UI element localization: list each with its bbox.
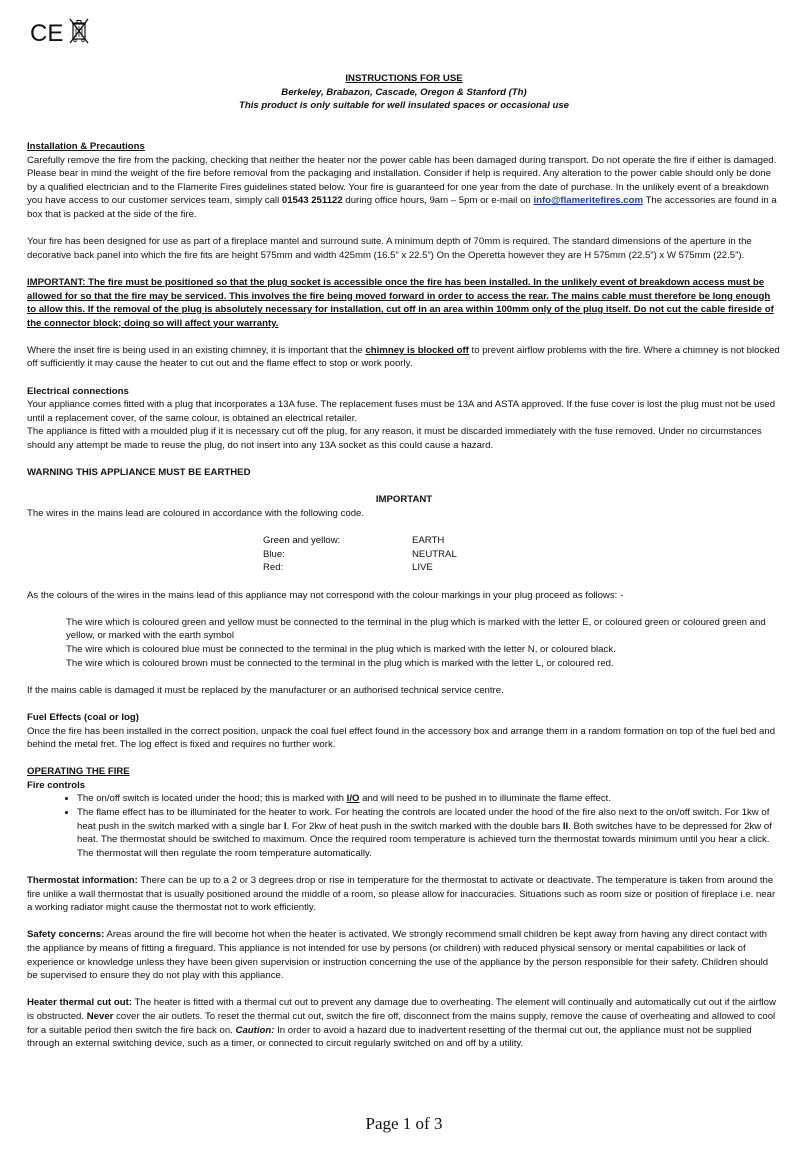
caution-label: Caution: (235, 1024, 275, 1036)
wire-colour: Red: (263, 562, 284, 574)
control-text: . For 2kw of heat push in the switch marked with the double bars (286, 820, 563, 832)
never-emphasis: Never (86, 1010, 114, 1022)
double-bar-label: II (562, 820, 569, 832)
installation-paragraph (27, 154, 781, 222)
wiring-rule-live: The wire which is coloured brown must be connected to the terminal in the plug which is marked with the letter L, or coloured red. (66, 657, 614, 669)
wire-role: EARTH (412, 535, 445, 547)
thermostat-label: Thermostat information: (27, 875, 138, 887)
document-title: INSTRUCTIONS FOR USE (345, 73, 463, 84)
wire-colour: Blue: (263, 548, 285, 560)
list-item (77, 806, 781, 860)
installation-text-b: during office hours, 9am – 5pm or e-mail on (342, 195, 534, 207)
crossed-bin-icon (69, 18, 89, 49)
thermostat-text: There can be up to a 2 or 3 degrees drop or rise in temperature for the thermostat to activate or deactivate. The temperature is taken from around the fire unlike a wall thermostat that is usually positioned around the middle of a room, so please allow for inaccuracies. Situations such as room size or position of fireplace i.e. near a working radiator might cause the thermostat not to work efficiently. (27, 875, 776, 914)
chimney-text-c: to prevent airflow problems with the fire. Where a chimney is not blocked off sufficiently it may cause the heater to cut out and the flame effect to stop or work poorly. (27, 344, 780, 370)
installation-text-a: Carefully remove the fire from the packing, checking that neither the heater nor the power cable has been damaged during transport. Do not operate the fire if either is damaged. Please bear in mind the weight of the fire before removal from the packaging and installation. Consider if help is required. Any alteration to the power cable should only be done by a qualified electrician and to the Flamerite Fires guidelines stated below. Your fire is guaranteed for one year from the date of purchase. In the unlikely event of a breakdown you have access to our customer services team, simply call (27, 154, 777, 207)
wire-colour: Green and yellow: (263, 535, 341, 547)
important-notice: IMPORTANT: The fire must be positioned so that the plug socket is accessible once the fire has been installed. In the unlikely event of breakdown access must be allowed for so that the fire may be serviced. This involves the fire being moved forward in order to access the rear. The mains cable must therefore be long enough to allow this. If the removal of the plug is absolutely necessary for installation, cut off in an area within 100mm only of the plug itself. Do not cut the cable fireside of the connector block; doing so will affect your warranty. (27, 276, 774, 329)
list-item (77, 792, 781, 806)
table-row (263, 548, 457, 562)
page-number: Page 1 of 3 (365, 1114, 443, 1133)
wiring-rule-neutral: The wire which is coloured blue must be connected to the terminal in the plug which is marked with the letter N, or coloured black. (66, 643, 616, 655)
phone-number: 01543 251122 (281, 195, 343, 207)
electrical-heading: Electrical connections (27, 385, 129, 397)
cutout-text: In order to avoid a hazard due to inadvertent resetting of the thermal cut out, the appliance must not be supplied through an external switching device, such as a timer, or connected to circuit regularly switched on and off by a utility. (27, 1024, 752, 1050)
safety-label: Safety concerns: (27, 929, 105, 941)
wire-colour-table (263, 534, 457, 575)
wires-intro: The wires in the mains lead are coloured in accordance with the following code. (27, 508, 365, 519)
single-bar-label: I (283, 820, 287, 832)
damaged-cable-note: If the mains cable is damaged it must be replaced by the manufacturer or an authorised technical service centre. (27, 684, 504, 696)
chimney-text-a: Where the inset fire is being used in an existing chimney, it is important that the (27, 344, 366, 356)
fuel-effects-heading: Fuel Effects (coal or log) (27, 711, 139, 723)
thermal-cutout-paragraph (27, 996, 781, 1050)
document-body (27, 72, 781, 1051)
cutout-label: Heater thermal cut out: (27, 997, 133, 1009)
email-link[interactable]: info@flameritefires.com (533, 195, 644, 207)
cutout-text: cover the air outlets. To reset the thermal cut out, switch the fire off, disconnect from the mains supply, remove the cause of overheating and allowed to cool for a suitable period then switch the fire back on. (27, 1010, 776, 1036)
wiring-rule-earth: The wire which is coloured green and yellow must be connected to the terminal in the plug which is marked with the letter E, or coloured green or coloured green and yellow, or marked with the earth symbol (66, 616, 766, 642)
wire-role: LIVE (412, 562, 433, 574)
earthed-warning: WARNING THIS APPLIANCE MUST BE EARTHED (27, 467, 251, 479)
fire-controls-heading: Fire controls (27, 779, 86, 791)
model-list: Berkeley, Brabazon, Cascade, Oregon & Stanford (Th) (281, 86, 527, 98)
cutout-text: The heater is fitted with a thermal cut out to prevent any damage due to overheating. The element will continually and automatically cut out if the airflow is obstructed. (27, 997, 776, 1022)
operating-heading: OPERATING THE FIRE (27, 766, 130, 778)
ce-mark: CE (30, 19, 64, 47)
colours-note: As the colours of the wires in the mains lead of this appliance may not correspond with the colour markings in your plug proceed as follows: - (27, 589, 624, 601)
plug-paragraph: The appliance is fitted with a moulded plug if it is necessary cut off the plug, for any reason, it must be discarded immediately with the fuse removed. Under no circumstances should any attempt be made to reuse the plug, do not insert into any 13A socket as this could cause a hazard. (27, 426, 762, 452)
wire-role: NEUTRAL (412, 548, 457, 560)
thermostat-paragraph (27, 874, 781, 915)
table-row (263, 534, 457, 548)
chimney-paragraph (27, 344, 781, 371)
suitability-note: This product is only suitable for well insulated spaces or occasional use (238, 100, 569, 112)
fuse-paragraph: Your appliance comes fitted with a plug that incorporates a 13A fuse. The replacement fuses must be 13A and ASTA approved. If the fuse cover is lost the plug must not be used until a replacement cover, of the same colour, is obtained an electrical retailer. (27, 399, 776, 424)
control-text: . Both switches have to be depressed for 2kw of heat. The thermostat should be switched to maximum. Once the required room temperature is achieved turn the thermostat towards minimum until you hear a click. The thermostat will then regulate the room temperature automatically. (77, 820, 772, 859)
installation-text-c: The accessories are found in a box that is packed at the side of the fire. (27, 195, 777, 220)
fuel-effects-paragraph: Once the fire has been installed in the correct position, unpack the coal fuel effect found in the accessory box and arrange them in a random formation on top of the fuel bed and behind the metal fret. The log effect is fixed and requires no further work. (27, 725, 776, 751)
control-text: The on/off switch is located under the hood; this is marked with (77, 793, 347, 805)
dimensions-paragraph: Your fire has been designed for use as part of a fireplace mantel and surround suite. A minimum depth of 70mm is required. The standard dimensions of the aperture in the decorative back panel into which the fire fits are height 575mm and width 425mm (16.5” x 22.5”) On the Operetta however they are H 575mm (22.5”) x W 575mm (22.5”). (27, 236, 752, 261)
control-text: The flame effect has to be illuminated for the heater to work. For heating the controls are located under the hood of the fire also next to the on/off switch. For 1kw of heat push in the switch marked with a single bar (77, 807, 770, 832)
chimney-emphasis: chimney is blocked off (365, 344, 469, 356)
io-switch-label: I/O (346, 793, 360, 805)
table-row (263, 561, 457, 575)
compliance-marks (30, 18, 89, 49)
fire-controls-list (27, 792, 781, 860)
installation-heading: Installation & Precautions (27, 140, 145, 152)
important-heading: IMPORTANT (375, 494, 433, 506)
safety-paragraph (27, 928, 781, 982)
control-text: and will need to be pushed in to illuminate the flame effect. (359, 793, 612, 805)
safety-text: Areas around the fire will become hot when the heater is activated. We strongly recommend small children be kept away from having any direct contact with the appliance by means of fitting a fireguard. This appliance is not intended for use by persons (or children) with reduced physical sensory or mental capabilities or lack of experience or knowledge unless they have been given supervision or instruction concerning the use of the appliance by the person responsible for their safety. Children should be supervised to ensure they do not play with this appliance. (27, 929, 769, 982)
